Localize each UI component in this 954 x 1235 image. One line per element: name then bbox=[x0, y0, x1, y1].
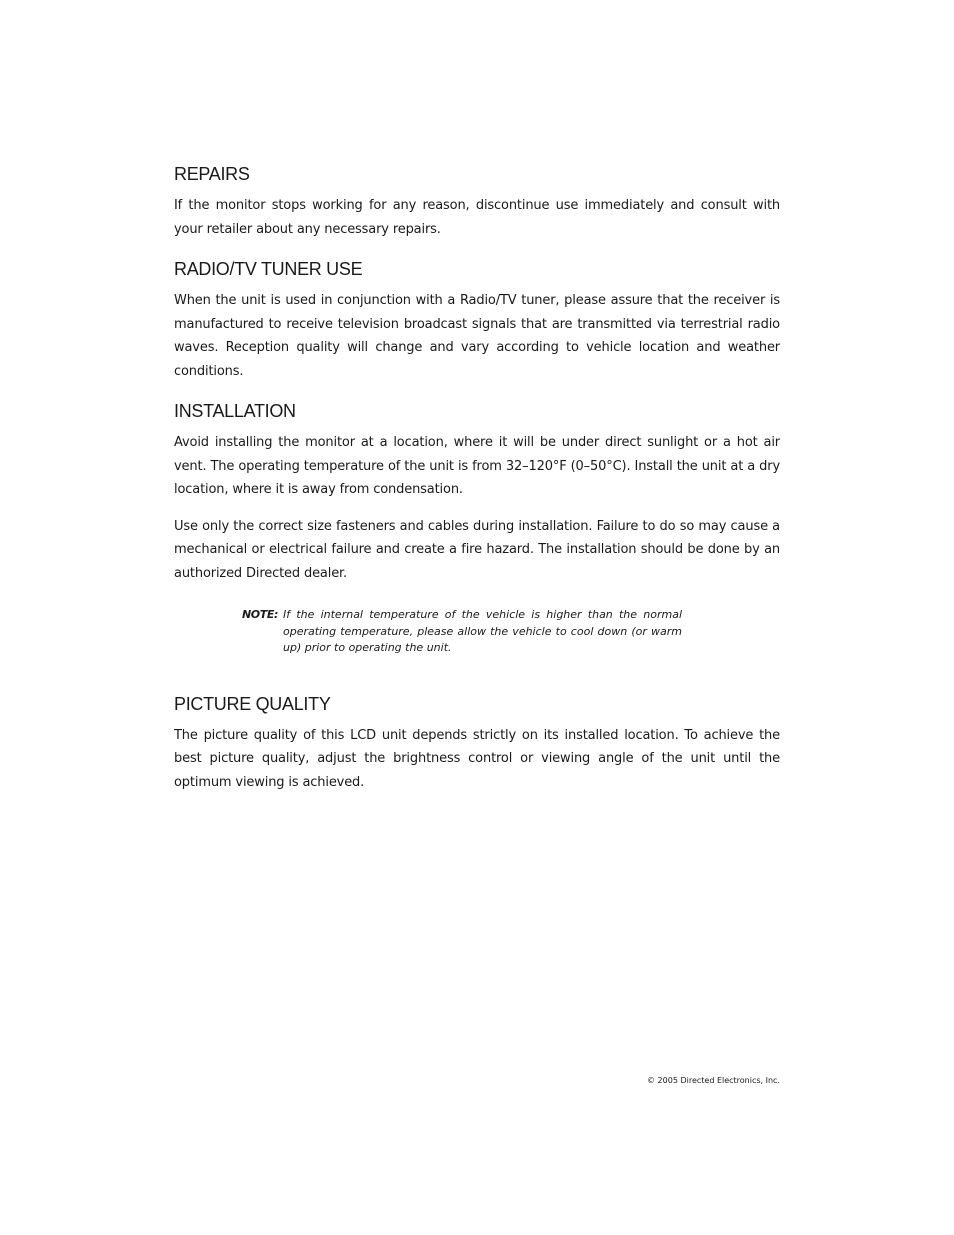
note-text: If the internal temperature of the vehicle is higher than the normal operating temperature, please allow the vehicle to cool down (or warm up) prior to operating the unit. bbox=[282, 608, 682, 654]
installation-paragraph-2: Use only the correct size fasteners and cables during installation. Failure to do so may cause a mechanical or electrical failure and create a fire hazard. The installation should be done by an authorized Directed dealer. bbox=[174, 518, 780, 581]
section-installation bbox=[174, 400, 780, 657]
section-radio-tv-tuner-use bbox=[174, 258, 780, 383]
installation-paragraph-1: Avoid installing the monitor at a location, where it will be under direct sunlight or a hot air vent. The operating temperature of the unit is from 32–120°F (0–50°C). Install the unit at a dry location, where it is away from condensation. bbox=[174, 435, 780, 497]
radio-tv-paragraph: When the unit is used in conjunction with a Radio/TV tuner, please assure that the receiver is manufactured to receive television broadcast signals that are transmitted via terrestrial radio waves. Reception quality will change and vary according to vehicle location and weather conditions. bbox=[174, 293, 780, 379]
repairs-paragraph: If the monitor stops working for any reason, discontinue use immediately and consult with your retailer about any necessary repairs. bbox=[174, 198, 780, 237]
heading-picture-quality: PICTURE QUALITY bbox=[174, 693, 331, 714]
note-label: NOTE: bbox=[242, 608, 278, 621]
heading-repairs: REPAIRS bbox=[174, 164, 250, 184]
document-page bbox=[174, 163, 780, 794]
heading-radio-tv-tuner-use: RADIO/TV TUNER USE bbox=[174, 259, 363, 279]
picture-quality-paragraph: The picture quality of this LCD unit depends strictly on its installed location. To achieve the best picture quality, adjust the brightness control or viewing angle of the unit until the optimum viewing is achieved. bbox=[174, 727, 780, 790]
heading-installation: INSTALLATION bbox=[174, 401, 296, 421]
copyright-footer: © 2005 Directed Electronics, Inc. bbox=[647, 1076, 780, 1085]
section-picture-quality bbox=[174, 693, 780, 795]
installation-note bbox=[242, 607, 682, 657]
section-repairs bbox=[174, 163, 780, 241]
